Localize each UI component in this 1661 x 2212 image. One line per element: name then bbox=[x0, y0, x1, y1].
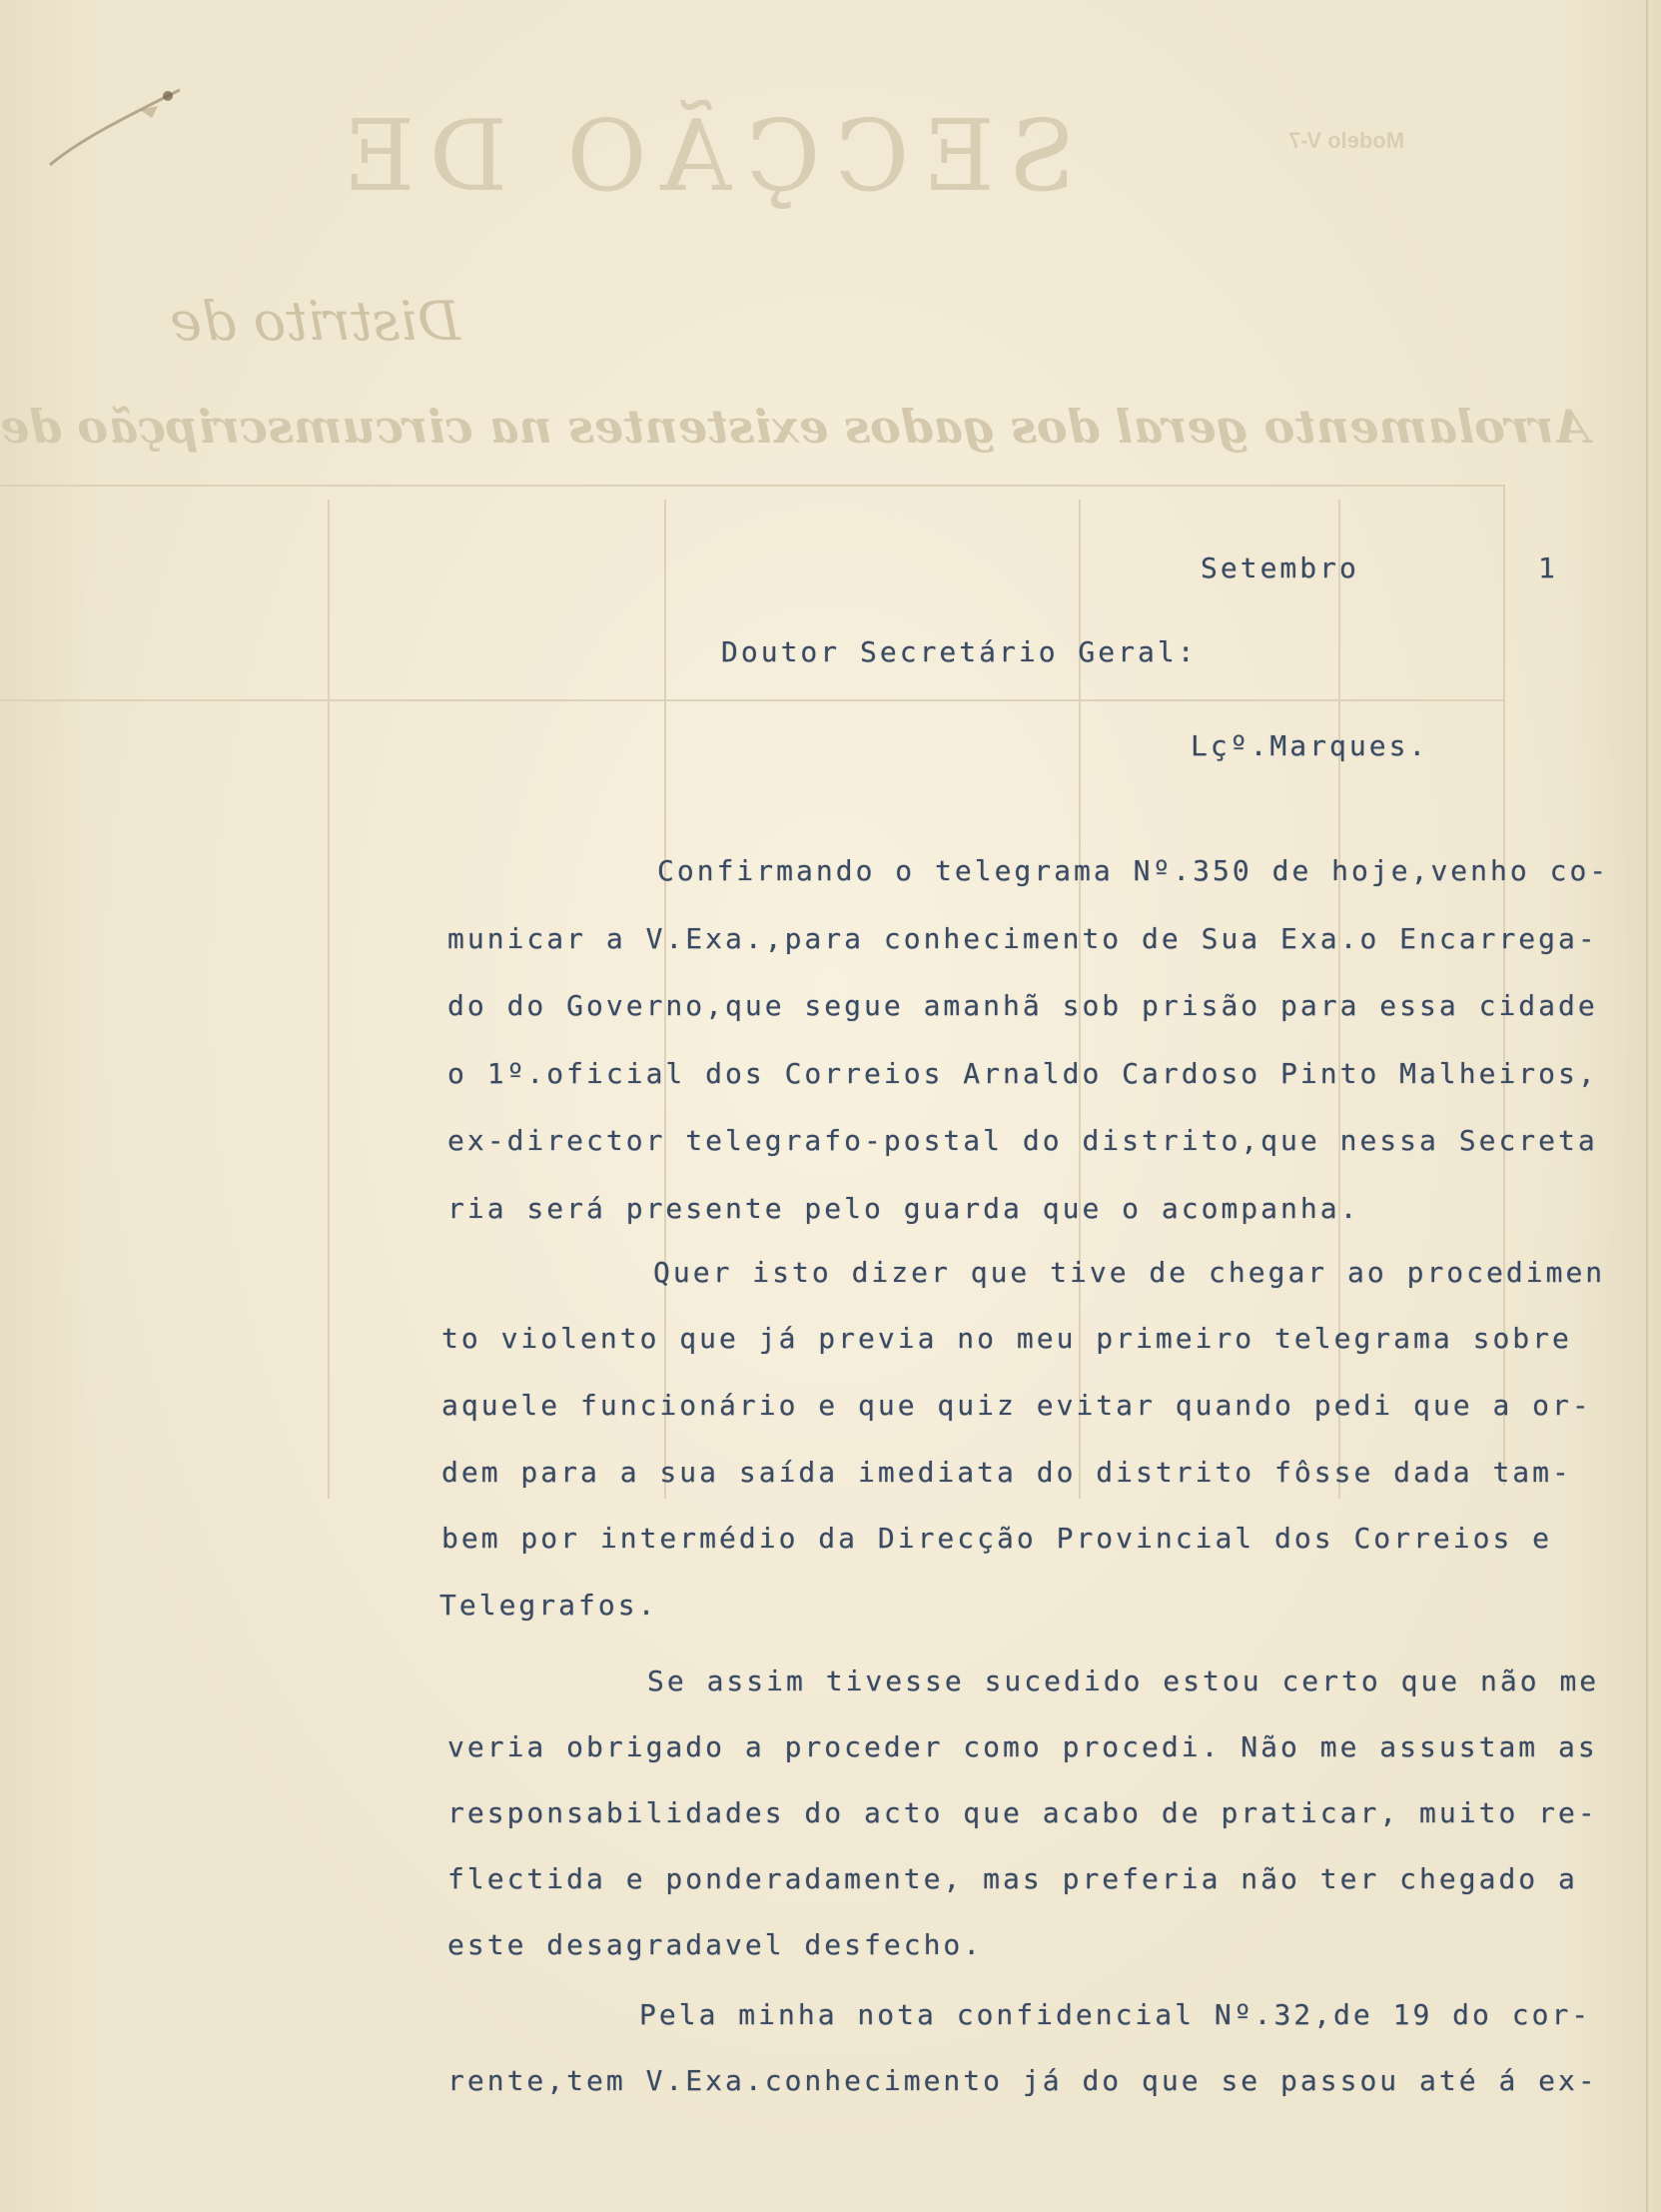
date-month: Setembro bbox=[1201, 552, 1359, 584]
text-line: Telegrafos. bbox=[439, 1589, 658, 1622]
text-line: Quer isto dizer que tive de chegar ao procedimen bbox=[653, 1256, 1606, 1289]
text-line: to violento que já previa no meu primeiro telegrama sobre bbox=[441, 1322, 1572, 1355]
bleed-through-heading: Arrolamento geral dos gados existentes na circumscripção de bbox=[0, 400, 1590, 454]
text-line: Pela minha nota confidencial Nº.32,de 19 do cor- bbox=[639, 1998, 1592, 2031]
text-line: veria obrigado a proceder como procedi. Não me assustam as bbox=[447, 1730, 1598, 1763]
text-line: o 1º.oficial dos Correios Arnaldo Cardoso Pinto Malheiros, bbox=[447, 1057, 1598, 1090]
bleed-through-model: Modelo V-7 bbox=[1288, 128, 1405, 153]
bleed-through-title: SECÇÃO DE bbox=[330, 100, 1077, 214]
bleed-through-column-rule bbox=[328, 500, 330, 1499]
text-line: do do Governo,que segue amanhã sob prisão para essa cidade bbox=[447, 989, 1598, 1022]
bleed-through-district: Distrito de bbox=[170, 290, 460, 353]
text-line: aquele funcionário e que quiz evitar quando pedi que a or- bbox=[441, 1389, 1592, 1422]
paper-edge-fold bbox=[1646, 0, 1648, 2212]
text-line: Se assim tivesse sucedido estou certo que não me bbox=[647, 1664, 1600, 1697]
text-line: ria será presente pelo guarda que o acompanha. bbox=[447, 1192, 1360, 1225]
date-day: 1 bbox=[1538, 552, 1558, 584]
ink-stain-mark bbox=[40, 70, 190, 180]
text-line: responsabilidades do acto que acabo de praticar, muito re- bbox=[447, 1796, 1598, 1829]
text-line: flectida e ponderadamente, mas preferia não ter chegado a bbox=[447, 1862, 1578, 1895]
addressee-location: Lçº.Marques. bbox=[1191, 729, 1429, 762]
text-line: dem para a sua saída imediata do distrito fôsse dada tam- bbox=[441, 1456, 1572, 1489]
text-line: municar a V.Exa.,para conhecimento de Sua Exa.o Encarrega- bbox=[447, 922, 1598, 955]
text-line: Confirmando o telegrama Nº.350 de hoje,venho co- bbox=[657, 854, 1610, 887]
bleed-through-row-rule bbox=[0, 699, 1503, 701]
text-line: rente,tem V.Exa.conhecimento já do que se passou até á ex- bbox=[447, 2064, 1598, 2097]
text-line: este desagradavel desfecho. bbox=[447, 1928, 984, 1961]
salutation: Doutor Secretário Geral: bbox=[721, 635, 1198, 668]
text-line: bem por intermédio da Direcção Provincial dos Correios e bbox=[441, 1522, 1553, 1555]
text-line: ex-director telegrafo-postal do distrito,que nessa Secreta bbox=[447, 1124, 1598, 1157]
